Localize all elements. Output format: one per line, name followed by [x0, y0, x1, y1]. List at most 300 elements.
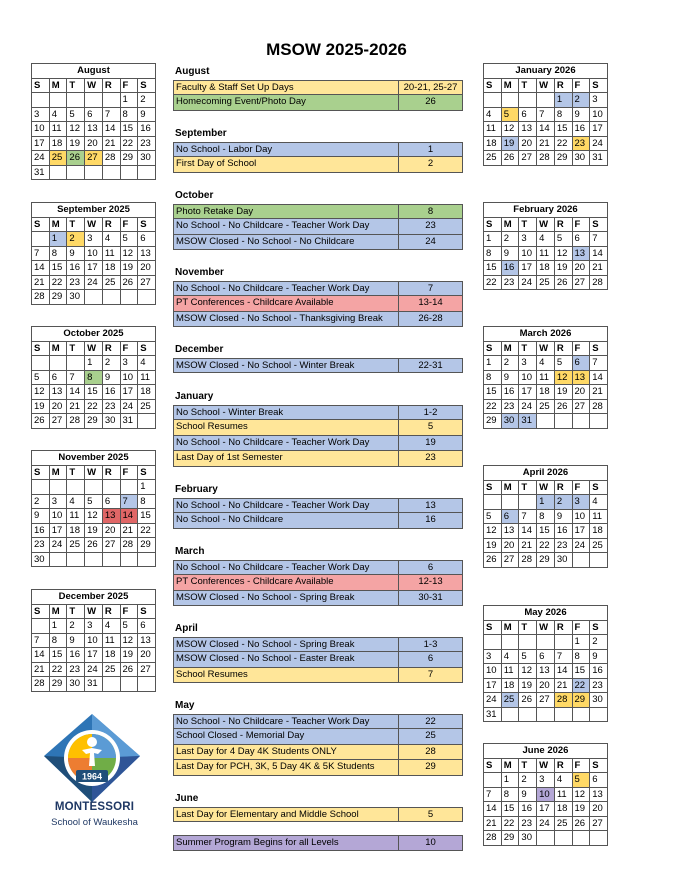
day-cell: 5: [554, 232, 572, 247]
school-logo-icon: [42, 712, 142, 804]
event-date: 28: [425, 745, 436, 757]
day-cell: 15: [554, 122, 572, 137]
event-row: [173, 591, 463, 607]
day-cell: 5: [32, 370, 50, 385]
event-description: MSOW Closed - No School - No Childcare: [174, 235, 399, 250]
day-cell: 27: [49, 414, 67, 429]
day-cell: 22: [554, 136, 572, 151]
weekday-header: W: [537, 217, 555, 232]
day-cell: 24: [572, 538, 590, 553]
event-row: [173, 835, 463, 851]
section-heading: April: [175, 623, 198, 634]
day-cell: 10: [519, 246, 537, 261]
event-description: MSOW Closed - No School - Easter Break: [174, 652, 399, 667]
weekday-header: M: [501, 758, 519, 773]
mini-calendar: [31, 202, 156, 305]
mini-calendar: [483, 465, 608, 568]
event-description: First Day of School: [174, 157, 399, 172]
day-cell: 19: [554, 385, 572, 400]
empty-cell: [67, 165, 85, 180]
event-date: 30-31: [418, 591, 443, 603]
empty-cell: [537, 635, 555, 650]
section-heading: November: [175, 267, 224, 278]
day-cell: 12: [554, 246, 572, 261]
day-cell: 13: [537, 664, 555, 679]
day-cell: 2: [554, 495, 572, 510]
day-cell: 23: [67, 275, 85, 290]
day-cell: 2: [32, 494, 50, 509]
event-description: No School - Labor Day: [174, 143, 399, 157]
weekday-header: T: [519, 758, 537, 773]
empty-cell: [537, 414, 555, 429]
day-cell: 18: [537, 261, 555, 276]
weekday-header: F: [120, 604, 138, 619]
day-cell: 19: [120, 648, 138, 663]
weekday-header: W: [537, 341, 555, 356]
empty-cell: [537, 831, 555, 846]
weekday-header: T: [67, 465, 85, 480]
weekday-header: R: [102, 78, 120, 93]
day-cell: 16: [501, 261, 519, 276]
event-description: MSOW Closed - No School - Spring Break: [174, 591, 399, 606]
weekday-header: S: [590, 217, 608, 232]
day-cell: 3: [519, 232, 537, 247]
event-description: No School - No Childcare - Teacher Work Day: [174, 436, 399, 451]
weekday-header: S: [590, 758, 608, 773]
event-row: [173, 157, 463, 173]
day-cell: 24: [519, 399, 537, 414]
weekday-header: F: [572, 480, 590, 495]
event-section: [173, 188, 463, 250]
day-cell: 15: [501, 802, 519, 817]
day-cell: 12: [32, 385, 50, 400]
day-cell: 8: [501, 787, 519, 802]
day-cell: 15: [49, 648, 67, 663]
day-cell: 22: [484, 275, 502, 290]
empty-cell: [102, 290, 120, 305]
event-date: 23: [425, 220, 436, 231]
day-cell: 20: [501, 538, 519, 553]
weekday-header: R: [554, 480, 572, 495]
empty-cell: [572, 553, 590, 568]
weekday-header: S: [484, 341, 502, 356]
day-cell: 16: [67, 261, 85, 276]
day-cell: 7: [484, 787, 502, 802]
day-cell: 29: [537, 553, 555, 568]
day-cell: 17: [85, 261, 103, 276]
day-cell: 17: [484, 678, 502, 693]
day-cell: 27: [572, 399, 590, 414]
day-cell: 11: [138, 370, 156, 385]
weekday-header: S: [32, 217, 50, 232]
weekday-header: W: [85, 604, 103, 619]
weekday-header: R: [102, 465, 120, 480]
day-cell: 24: [120, 399, 138, 414]
day-cell: 21: [32, 275, 50, 290]
day-cell: 29: [501, 831, 519, 846]
day-cell: 9: [102, 370, 120, 385]
event-date: 10: [425, 837, 436, 848]
day-cell: 22: [138, 523, 156, 538]
empty-cell: [138, 414, 156, 429]
empty-cell: [484, 495, 502, 510]
event-description: MSOW Closed - No School - Spring Break: [174, 638, 399, 652]
weekday-header: W: [85, 217, 103, 232]
day-cell: 6: [102, 494, 120, 509]
day-cell: 27: [537, 693, 555, 708]
weekday-header: T: [519, 480, 537, 495]
day-cell: 18: [554, 802, 572, 817]
day-cell: 10: [572, 509, 590, 524]
day-cell: 3: [537, 773, 555, 788]
day-cell: 28: [484, 831, 502, 846]
event-date: 19: [425, 436, 436, 448]
day-cell: 11: [554, 787, 572, 802]
day-cell: 31: [484, 707, 502, 722]
day-cell: 28: [519, 553, 537, 568]
day-cell: 11: [590, 509, 608, 524]
day-cell: 16: [102, 385, 120, 400]
mini-calendar: [483, 743, 608, 846]
day-cell: 8: [537, 509, 555, 524]
day-cell: 24: [484, 693, 502, 708]
day-cell: 18: [537, 385, 555, 400]
day-cell: 5: [501, 107, 519, 122]
day-cell: 29: [120, 151, 138, 166]
empty-cell: [102, 165, 120, 180]
weekday-header: R: [554, 217, 572, 232]
empty-cell: [501, 93, 519, 108]
day-cell: 14: [32, 648, 50, 663]
empty-cell: [590, 553, 608, 568]
day-cell: 29: [554, 151, 572, 166]
day-cell: 12: [501, 122, 519, 137]
day-cell: 25: [537, 275, 555, 290]
weekday-header: S: [32, 78, 50, 93]
section-heading: January: [175, 391, 214, 402]
empty-cell: [519, 495, 537, 510]
weekday-header: M: [501, 217, 519, 232]
event-row: [173, 405, 463, 421]
weekday-header: S: [138, 217, 156, 232]
day-cell: 1: [138, 480, 156, 495]
day-cell: 15: [85, 385, 103, 400]
weekday-header: F: [120, 217, 138, 232]
empty-cell: [67, 356, 85, 371]
day-cell: 10: [120, 370, 138, 385]
day-cell: 26: [67, 151, 85, 166]
weekday-header: M: [49, 78, 67, 93]
day-cell: 11: [501, 664, 519, 679]
weekday-header: S: [484, 758, 502, 773]
day-cell: 3: [85, 619, 103, 634]
event-section: [173, 698, 463, 776]
day-cell: 11: [484, 122, 502, 137]
day-cell: 12: [519, 664, 537, 679]
day-cell: 2: [102, 356, 120, 371]
day-cell: 15: [537, 524, 555, 539]
day-cell: 16: [519, 802, 537, 817]
empty-cell: [501, 495, 519, 510]
empty-cell: [85, 165, 103, 180]
day-cell: 29: [85, 414, 103, 429]
weekday-header: R: [102, 604, 120, 619]
weekday-header: S: [590, 78, 608, 93]
event-description: PT Conferences - Childcare Available: [174, 575, 399, 590]
day-cell: 4: [484, 107, 502, 122]
day-cell: 6: [85, 107, 103, 122]
day-cell: 3: [32, 107, 50, 122]
day-cell: 14: [484, 802, 502, 817]
event-description: Homecoming Event/Photo Day: [174, 95, 399, 110]
day-cell: 26: [120, 662, 138, 677]
day-cell: 21: [120, 523, 138, 538]
empty-cell: [102, 93, 120, 108]
empty-cell: [85, 480, 103, 495]
empty-cell: [138, 552, 156, 567]
day-cell: 2: [572, 93, 590, 108]
day-cell: 5: [572, 773, 590, 788]
event-date: 16: [425, 514, 436, 525]
empty-cell: [67, 93, 85, 108]
event-row: [173, 560, 463, 576]
empty-cell: [120, 552, 138, 567]
day-cell: 7: [67, 370, 85, 385]
day-cell: 24: [590, 136, 608, 151]
day-cell: 22: [484, 399, 502, 414]
day-cell: 16: [572, 122, 590, 137]
event-date: 7: [427, 282, 434, 294]
day-cell: 19: [501, 136, 519, 151]
day-cell: 9: [590, 649, 608, 664]
day-cell: 10: [590, 107, 608, 122]
event-row: [173, 358, 463, 374]
empty-cell: [49, 552, 67, 567]
weekday-header: M: [49, 465, 67, 480]
day-cell: 17: [49, 523, 67, 538]
page-title: MSOW 2025-2026: [266, 40, 407, 59]
day-cell: 11: [49, 122, 67, 137]
empty-cell: [120, 165, 138, 180]
event-description: Photo Retake Day: [174, 205, 399, 219]
empty-cell: [537, 707, 555, 722]
day-cell: 10: [484, 664, 502, 679]
day-cell: 28: [32, 290, 50, 305]
empty-cell: [554, 831, 572, 846]
day-cell: 18: [102, 648, 120, 663]
day-cell: 22: [49, 662, 67, 677]
day-cell: 12: [484, 524, 502, 539]
event-section: [173, 64, 463, 111]
day-cell: 10: [519, 370, 537, 385]
event-row: [173, 807, 463, 823]
day-cell: 2: [138, 93, 156, 108]
day-cell: 6: [138, 619, 156, 634]
day-cell: 7: [537, 107, 555, 122]
day-cell: 23: [554, 538, 572, 553]
day-cell: 13: [102, 509, 120, 524]
day-cell: 5: [120, 232, 138, 247]
weekday-header: R: [102, 217, 120, 232]
mini-calendar: [31, 326, 156, 429]
empty-cell: [32, 93, 50, 108]
day-cell: 22: [501, 816, 519, 831]
day-cell: 11: [537, 246, 555, 261]
weekday-header: F: [572, 78, 590, 93]
day-cell: 26: [484, 553, 502, 568]
day-cell: 30: [138, 151, 156, 166]
day-cell: 13: [138, 246, 156, 261]
day-cell: 19: [67, 136, 85, 151]
day-cell: 22: [49, 275, 67, 290]
day-cell: 14: [32, 261, 50, 276]
weekday-header: R: [554, 758, 572, 773]
mini-calendar: [31, 589, 156, 692]
day-cell: 27: [572, 275, 590, 290]
day-cell: 7: [554, 649, 572, 664]
empty-cell: [49, 356, 67, 371]
day-cell: 9: [32, 509, 50, 524]
day-cell: 1: [85, 356, 103, 371]
day-cell: 5: [85, 494, 103, 509]
day-cell: 13: [85, 122, 103, 137]
event-description: No School - Winter Break: [174, 406, 399, 420]
day-cell: 15: [484, 385, 502, 400]
month-title: May 2026: [484, 606, 608, 621]
day-cell: 30: [501, 414, 519, 429]
event-row: [173, 95, 463, 111]
day-cell: 27: [590, 816, 608, 831]
day-cell: 5: [484, 509, 502, 524]
section-heading: September: [175, 128, 227, 139]
day-cell: 17: [519, 261, 537, 276]
weekday-header: S: [484, 620, 502, 635]
empty-cell: [519, 707, 537, 722]
day-cell: 3: [572, 495, 590, 510]
empty-cell: [138, 165, 156, 180]
empty-cell: [519, 93, 537, 108]
day-cell: 15: [49, 261, 67, 276]
event-section: [173, 791, 463, 822]
day-cell: 4: [102, 232, 120, 247]
event-date: 12-13: [418, 576, 443, 587]
day-cell: 6: [572, 356, 590, 371]
day-cell: 7: [120, 494, 138, 509]
empty-cell: [32, 619, 50, 634]
day-cell: 28: [67, 414, 85, 429]
event-date: 13: [425, 499, 436, 511]
day-cell: 23: [501, 275, 519, 290]
empty-cell: [120, 480, 138, 495]
day-cell: 4: [537, 356, 555, 371]
event-date: 26-28: [418, 312, 443, 324]
month-title: March 2026: [484, 327, 608, 342]
weekday-header: W: [537, 78, 555, 93]
empty-cell: [102, 552, 120, 567]
event-row: [173, 513, 463, 529]
day-cell: 26: [519, 693, 537, 708]
weekday-header: R: [554, 341, 572, 356]
day-cell: 20: [572, 385, 590, 400]
event-description: PT Conferences - Childcare Available: [174, 296, 399, 311]
empty-cell: [590, 414, 608, 429]
day-cell: 30: [32, 552, 50, 567]
weekday-header: T: [519, 620, 537, 635]
day-cell: 14: [554, 664, 572, 679]
day-cell: 14: [537, 122, 555, 137]
weekday-header: T: [67, 604, 85, 619]
day-cell: 11: [67, 509, 85, 524]
event-date: 7: [427, 668, 434, 680]
day-cell: 31: [120, 414, 138, 429]
day-cell: 5: [67, 107, 85, 122]
logo-year: 1964: [81, 771, 103, 782]
empty-cell: [590, 831, 608, 846]
day-cell: 8: [85, 370, 103, 385]
event-description: School Resumes: [174, 420, 399, 435]
event-date: 26: [425, 96, 436, 107]
event-row: [173, 575, 463, 591]
weekday-header: S: [590, 620, 608, 635]
event-section: [173, 265, 463, 327]
day-cell: 12: [85, 509, 103, 524]
empty-cell: [49, 480, 67, 495]
day-cell: 2: [67, 619, 85, 634]
day-cell: 29: [49, 290, 67, 305]
day-cell: 20: [519, 136, 537, 151]
day-cell: 28: [537, 151, 555, 166]
day-cell: 1: [484, 232, 502, 247]
day-cell: 24: [32, 151, 50, 166]
day-cell: 8: [49, 633, 67, 648]
day-cell: 4: [554, 773, 572, 788]
weekday-header: T: [67, 217, 85, 232]
day-cell: 26: [120, 275, 138, 290]
month-title: November 2025: [32, 451, 156, 466]
day-cell: 22: [572, 678, 590, 693]
day-cell: 20: [537, 678, 555, 693]
day-cell: 28: [554, 693, 572, 708]
day-cell: 14: [519, 524, 537, 539]
day-cell: 2: [519, 773, 537, 788]
day-cell: 27: [85, 151, 103, 166]
event-date: 5: [427, 808, 434, 820]
day-cell: 28: [590, 399, 608, 414]
empty-cell: [32, 480, 50, 495]
month-title: June 2026: [484, 744, 608, 759]
day-cell: 18: [484, 136, 502, 151]
weekday-header: T: [519, 341, 537, 356]
weekday-header: T: [519, 217, 537, 232]
day-cell: 18: [67, 523, 85, 538]
event-date: 29: [425, 761, 436, 772]
event-row: [173, 436, 463, 452]
weekday-header: S: [138, 341, 156, 356]
day-cell: 15: [572, 664, 590, 679]
day-cell: 25: [554, 816, 572, 831]
section-heading: June: [175, 793, 199, 804]
event-description: MSOW Closed - No School - Thanksgiving Break: [174, 312, 399, 327]
weekday-header: S: [32, 465, 50, 480]
event-section: [173, 482, 463, 529]
day-cell: 29: [484, 414, 502, 429]
empty-cell: [501, 707, 519, 722]
weekday-header: M: [501, 78, 519, 93]
weekday-header: S: [484, 480, 502, 495]
weekday-header: M: [49, 341, 67, 356]
day-cell: 8: [484, 246, 502, 261]
weekday-header: F: [120, 78, 138, 93]
